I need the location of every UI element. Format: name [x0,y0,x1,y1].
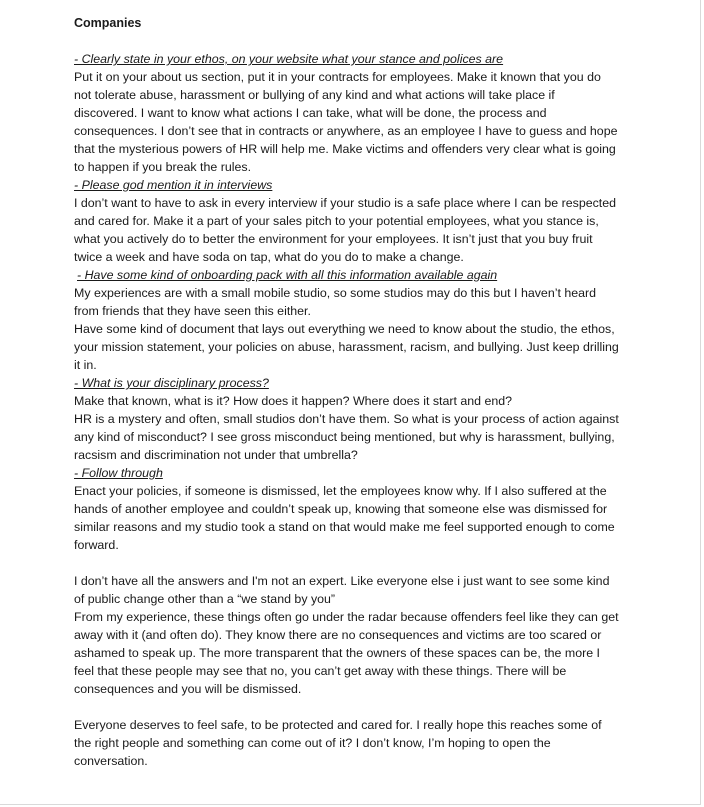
section-heading-follow-through: - Follow through [74,466,163,480]
spacer [74,554,620,572]
section-paragraph-onboarding-2: Have some kind of document that lays out everything we need to know about the studio, the ethos, your mission statement, your policies on abuse, harassment, racism, and bullying. Just keep drilling it in. [74,322,619,372]
final-paragraph: Everyone deserves to feel safe, to be protected and cared for. I really hope this reaches some of the right people and something can come out of it? I don’t know, I’m hoping to open the conversation. [74,718,602,768]
section-paragraph-interviews: I don’t want to have to ask in every interview if your studio is a safe place where I can be respected and cared for. Make it a part of your sales pitch to your potential employees, what you stance is, what you actively do to better the environment for your employees. It isn’t just that you buy fruit twice a week and have soda on tap, what do you do to make a change. [74,196,617,264]
closing-paragraph-2: From my experience, these things often go under the radar because offenders feel like they can get away with it (and often do). They know there are no consequences and victims are too scared or ashamed to speak up. The more transparent that the owners of these spaces can be, the more I feel that these people may see that no, you can’t get away with these things. There will be consequences and you will be dismissed. [74,610,619,696]
section-paragraph-disciplinary-1: Make that known, what is it? How does it happen? Where does it start and end? [74,394,513,408]
section-heading-interviews: - Please god mention it in interviews [74,178,273,192]
section-heading-onboarding: - Have some kind of onboarding pack with all this information available again [77,268,498,282]
section-heading-ethos: - Clearly state in your ethos, on your website what your stance and polices are [74,52,504,66]
section-heading-disciplinary: - What is your disciplinary process? [74,376,269,390]
closing-paragraph-1: I don’t have all the answers and I'm not an expert. Like everyone else i just want to see some kind of public change other than a “we stand by you” [74,574,610,606]
document-body [74,14,620,770]
section-paragraph-onboarding-1: My experiences are with a small mobile studio, so some studios may do this but I haven’t heard from friends that they have seen this either. [74,286,597,318]
section-paragraph-follow-through: Enact your policies, if someone is dismissed, let the employees know why. If I also suffered at the hands of another employee and couldn’t speak up, knowing that someone else was dismissed for similar reasons and my studio took a stand on that would make me feel supported enough to come forward. [74,484,615,552]
section-paragraph-disciplinary-2: HR is a mystery and often, small studios don’t have them. So what is your process of action against any kind of misconduct? I see gross misconduct being mentioned, but why is harassment, bullying, racsism and discrimination not under that umbrella? [74,412,619,462]
document-title: Companies [74,16,142,30]
section-paragraph-ethos: Put it on your about us section, put it in your contracts for employees. Make it known that you do not tolerate abuse, harassment or bullying of any kind and what actions will take place if discovered. I want to know what actions I can take, what will be done, the process and consequences. I don’t see that in contracts or anywhere, as an employee I have to guess and hope that the mysterious powers of HR will help me. Make victims and offenders very clear what is going to happen if you break the rules. [74,70,618,174]
spacer [74,698,620,716]
